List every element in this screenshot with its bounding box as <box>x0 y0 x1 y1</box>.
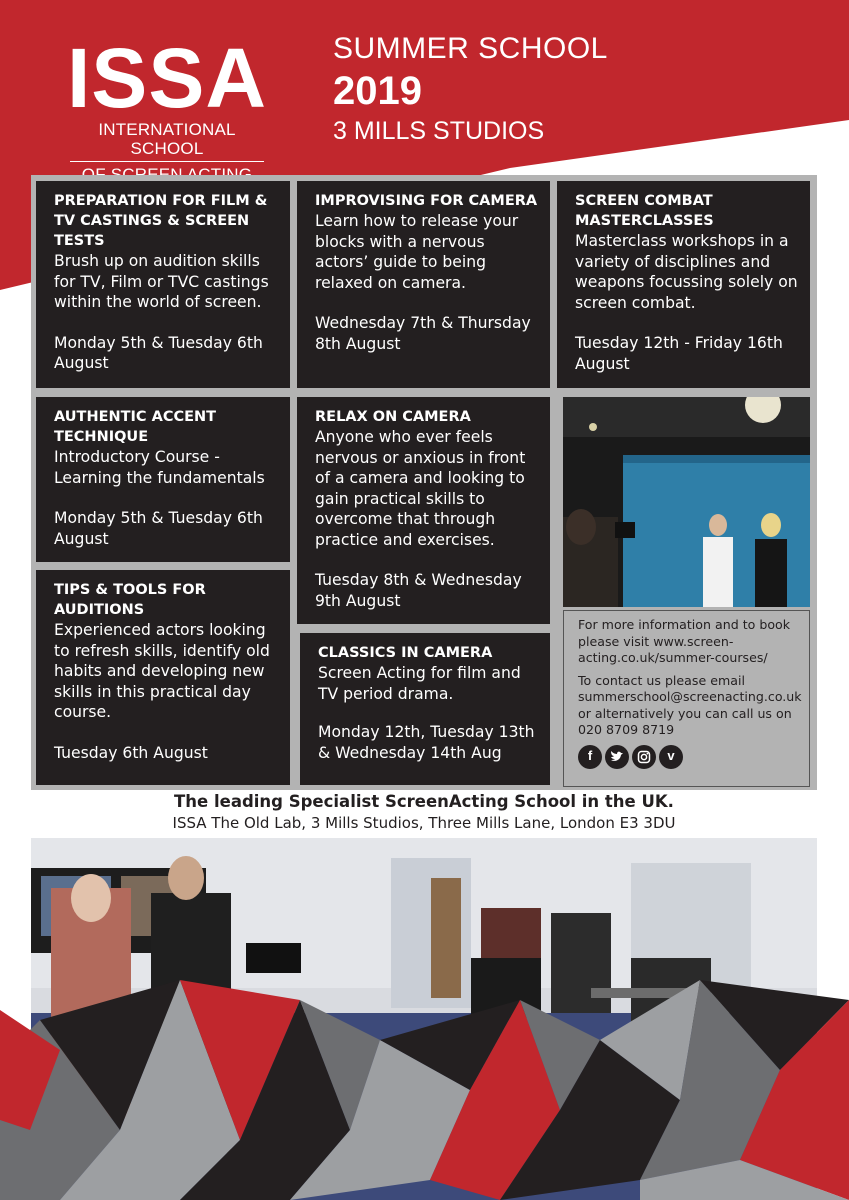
course-description: Anyone who ever feels nervous or anxious in front of a camera and looking to gain practical skills to overcome that through practice and exercises. <box>315 428 526 549</box>
course-card <box>297 181 550 388</box>
course-card <box>36 397 290 562</box>
course-title: AUTHENTIC ACCENT TECHNIQUE <box>54 409 217 445</box>
course-title: CLASSICS IN CAMERA <box>318 645 493 661</box>
course-dates: Monday 12th, Tuesday 13th & Wednesday 14th Aug <box>318 723 535 762</box>
footer-band <box>31 790 817 838</box>
logo-line-1: INTERNATIONAL SCHOOL <box>98 120 236 158</box>
course-card <box>297 397 550 624</box>
facebook-icon[interactable]: f <box>578 745 602 769</box>
course-title: PREPARATION FOR FILM & TV CASTINGS & SCREEN TESTS <box>54 193 268 249</box>
course-title: SCREEN COMBAT MASTERCLASSES <box>575 193 714 229</box>
course-description: Introductory Course - Learning the fundamentals <box>54 448 265 487</box>
instagram-icon[interactable] <box>632 745 656 769</box>
course-dates: Wednesday 7th & Thursday 8th August <box>315 314 531 353</box>
contact-info-box <box>563 610 810 787</box>
issa-logo <box>62 31 272 184</box>
logo-wordmark: ISSA <box>66 31 268 125</box>
course-card <box>557 181 810 388</box>
header-title <box>333 30 608 148</box>
course-description: Masterclass workshops in a variety of disciplines and weapons focussing solely on screen combat. <box>575 232 798 312</box>
course-dates: Tuesday 6th August <box>54 743 208 762</box>
course-description: Brush up on audition skills for TV, Film or TVC castings within the world of screen. <box>54 252 269 311</box>
booking-info-text: For more information and to book please visit www.screen-acting.co.uk/summer-courses/ <box>578 617 791 665</box>
vimeo-icon[interactable]: v <box>659 745 683 769</box>
course-dates: Tuesday 8th & Wednesday 9th August <box>315 571 522 610</box>
address: ISSA The Old Lab, 3 Mills Studios, Three Mills Lane, London E3 3DU <box>172 814 676 832</box>
header-line-1: SUMMER SCHOOL <box>333 32 608 65</box>
course-description: Screen Acting for film and TV period drama. <box>318 664 521 703</box>
course-title: IMPROVISING FOR CAMERA <box>315 193 538 209</box>
social-icons <box>578 745 799 769</box>
header-year: 2019 <box>333 69 422 113</box>
course-card <box>300 633 550 785</box>
logo-rule <box>70 161 264 162</box>
tagline: The leading Specialist ScreenActing School in the UK. <box>174 792 674 811</box>
course-title: TIPS & TOOLS FOR AUDITIONS <box>54 582 206 618</box>
studio-photo <box>563 397 810 607</box>
contact-info-text: To contact us please email summerschool@screenacting.co.uk or alternatively you can call us on 020 8709 8719 <box>578 672 802 737</box>
course-dates: Tuesday 12th - Friday 16th August <box>575 334 783 373</box>
course-card <box>36 181 290 388</box>
header-venue: 3 MILLS STUDIOS <box>333 117 545 145</box>
course-dates: Monday 5th & Tuesday 6th August <box>54 509 263 548</box>
course-dates: Monday 5th & Tuesday 6th August <box>54 333 263 372</box>
course-description: Learn how to release your blocks with a nervous actors’ guide to being relaxed on camera. <box>315 212 519 292</box>
geometric-decoration <box>0 980 849 1200</box>
course-title: RELAX ON CAMERA <box>315 409 471 425</box>
course-description: Experienced actors looking to refresh skills, identify old habits and developing new skills in this practical day course. <box>54 621 270 721</box>
course-card <box>36 570 290 785</box>
twitter-icon[interactable] <box>605 745 629 769</box>
